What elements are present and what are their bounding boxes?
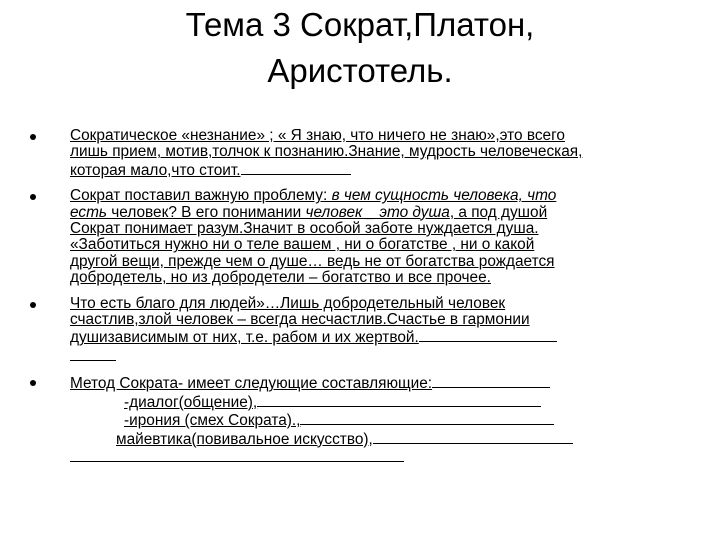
text-line: счастлив,злой человек – всегда несчастлив.Счастье в гармонии (70, 311, 530, 329)
bullet-item-socratic-method (30, 374, 678, 466)
text-line (70, 188, 678, 204)
underline-filler (300, 411, 554, 425)
text-run: Сократ поставил важную проблему: (70, 187, 332, 205)
bullet-list (30, 128, 678, 475)
text-line (70, 448, 678, 466)
bullet-item-socratic-ignorance (30, 128, 678, 179)
text-line: «Заботиться нужно ни о теле вашем , ни о богатстве , ни о какой (70, 236, 535, 254)
text-line (70, 374, 678, 392)
text-line (70, 205, 678, 221)
bullet-dot-icon (30, 134, 36, 140)
text-run: майевтика(повивальное искусство), (116, 430, 373, 448)
text-run: -диалог(общение), (124, 393, 258, 411)
underline-filler (257, 393, 541, 407)
underline-filler (373, 430, 573, 444)
title-line-2: Аристотель. (267, 52, 453, 89)
bullet-dot-icon (30, 302, 36, 308)
text-line (70, 430, 678, 448)
underline-filler (241, 161, 351, 175)
underline-filler (419, 328, 557, 342)
text-run-italic: есть (70, 203, 107, 221)
text-line (70, 161, 678, 179)
text-run: , а под душой (449, 203, 548, 221)
text-line: добродетель, но из добродетели – богатство и все прочее. (70, 269, 491, 287)
bullet-item-essence-of-man (30, 188, 678, 286)
text-line: Сократическое «незнание» ; « Я знаю, что ничего не знаю»,это всего (70, 127, 565, 144)
text-line (70, 347, 678, 365)
bullet-dot-icon (30, 380, 36, 386)
text-run-italic: в чем сущность человека, что (331, 187, 557, 205)
underline-filler (70, 448, 404, 462)
text-line: другой вещи, прежде чем о душе… ведь не от богатства рождается (70, 252, 555, 270)
underline-filler (70, 347, 116, 361)
text-run: которая мало,что стоит. (70, 161, 241, 179)
text-run-italic: человек _ это душа (305, 203, 450, 221)
slide-title (40, 2, 680, 94)
bullet-dot-icon (30, 194, 36, 200)
title-line-1: Тема 3 Сократ,Платон, (185, 6, 535, 43)
text-line: Сократ понимает разум.Значит в особой заботе нуждается душа. (70, 220, 539, 238)
text-run: -ирония (смех Сократа)., (124, 412, 301, 430)
underline-filler (432, 374, 550, 388)
text-run: Метод Сократа- имеет следующие составляющие: (70, 375, 433, 393)
bullet-item-virtue-happiness (30, 296, 678, 366)
text-line (70, 411, 678, 429)
text-run: человек? В его понимании (107, 203, 306, 221)
text-line (70, 393, 678, 411)
text-line: лишь прием, мотив,толчок к познанию.Знание, мудрость человеческая, (70, 143, 583, 161)
text-run: душизависимым от них, т.е. рабом и их жертвой. (70, 329, 419, 347)
text-line: Что есть благо для людей»…Лишь добродетельный человек (70, 294, 506, 312)
text-line (70, 328, 678, 346)
